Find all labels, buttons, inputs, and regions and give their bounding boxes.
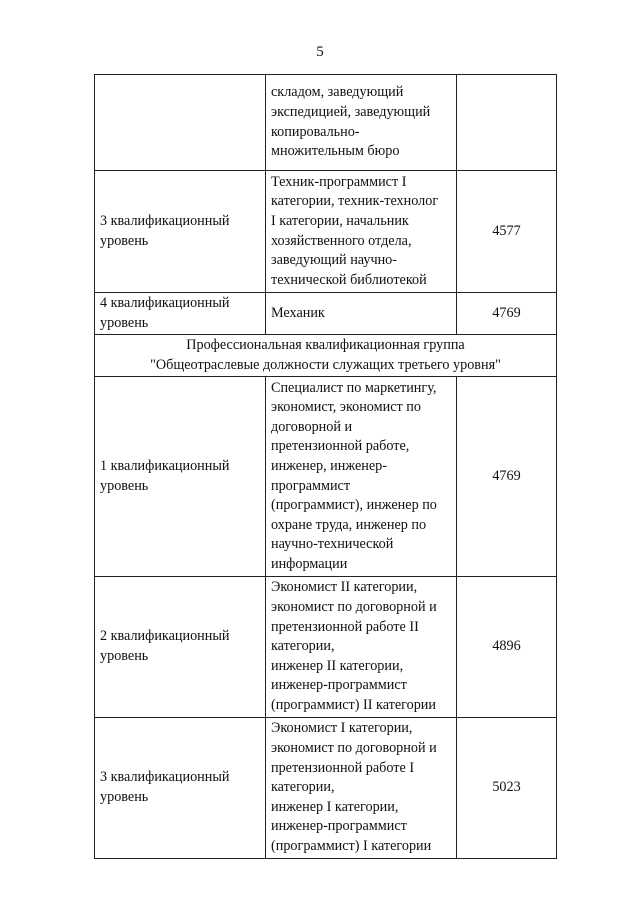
salary-cell: 4769 [457, 377, 557, 577]
qualification-level-text: уровень [100, 789, 149, 805]
positions-text: категории, [271, 779, 335, 796]
table-row [95, 577, 557, 718]
qualification-level-cell [95, 718, 266, 859]
positions-cell [266, 377, 457, 577]
positions-text: (программист) II категории [271, 696, 436, 713]
positions-text: (программист), инженер по [271, 497, 437, 514]
positions-text: инженер-программист [271, 677, 407, 694]
positions-text: складом, заведующий [271, 84, 404, 101]
positions-text: I категории, начальник [271, 212, 409, 229]
positions-text: Специалист по маркетингу, [271, 379, 437, 396]
qualification-level-text: уровень [100, 232, 149, 249]
positions-cell [266, 718, 457, 859]
positions-cell [266, 293, 457, 335]
group-header-text: Профессиональная квалификационная группа [186, 336, 465, 353]
positions-text: охране труда, инженер по [271, 516, 427, 533]
table-row [95, 293, 557, 335]
qualification-level-text: уровень [100, 314, 149, 331]
salary-cell: 4577 [457, 171, 557, 293]
positions-cell [266, 171, 457, 293]
positions-text: инженер I категории, [271, 798, 399, 815]
positions-cell [266, 577, 457, 718]
salary-cell: 4896 [457, 577, 557, 718]
qualification-level-text: 3 квалификационный [100, 769, 230, 786]
table-row [95, 75, 557, 171]
positions-text: копировально- [271, 123, 360, 140]
page-number: 5 [316, 44, 324, 60]
positions-text: множительным бюро [271, 143, 400, 160]
positions-text: экономист, экономист по [271, 399, 421, 416]
positions-cell [266, 75, 457, 171]
positions-text: договорной и [271, 418, 353, 435]
positions-text: экономист по договорной и [271, 740, 437, 757]
positions-text: хозяйственного отдела, [271, 232, 412, 249]
table-row [95, 171, 557, 293]
positions-text: инженер, инженер- [271, 457, 387, 474]
positions-text: претензионной работе, [271, 438, 410, 455]
qualification-level-text: 2 квалификационный [100, 628, 230, 645]
positions-text: экспедицией, заведующий [271, 103, 431, 120]
salary-table [94, 74, 557, 859]
qualification-level-cell [95, 75, 266, 171]
table-row [95, 335, 557, 377]
positions-text: категории, техник-технолог [271, 193, 439, 210]
positions-text: претензионной работе I [271, 759, 415, 776]
positions-text: Экономист II категории, [271, 579, 418, 596]
qualification-level-text: уровень [100, 477, 149, 494]
positions-text: категории, [271, 638, 335, 655]
qualification-level-text: 4 квалификационный [100, 294, 230, 311]
positions-text: технической библиотекой [271, 271, 427, 288]
group-header-text: "Общеотраслевые должности служащих третьего уровня" [150, 356, 501, 373]
qualification-level-text: уровень [100, 648, 149, 664]
positions-text: инженер-программист [271, 818, 407, 835]
positions-text: (программист) I категории [271, 837, 432, 854]
salary-cell [457, 75, 557, 171]
positions-text: информации [271, 555, 348, 572]
positions-text: инженер II категории, [271, 657, 404, 674]
qualification-level-text: 3 квалификационный [100, 212, 230, 229]
qualification-level-cell [95, 377, 266, 577]
salary-cell: 5023 [457, 718, 557, 859]
positions-text: заведующий научно- [271, 252, 398, 269]
qualification-level-cell [95, 171, 266, 293]
qualification-level-cell [95, 577, 266, 718]
positions-text: научно-технической [271, 536, 394, 553]
salary-cell: 4769 [457, 293, 557, 335]
positions-text: экономист по договорной и [271, 599, 437, 616]
positions-text: Техник-программист I [271, 173, 407, 190]
professional-group-header [95, 335, 557, 377]
table-row [95, 377, 557, 577]
positions-text: Экономист I категории, [271, 720, 413, 737]
positions-text: претензионной работе II [271, 618, 419, 635]
positions-text: Механик [271, 304, 325, 321]
positions-text: программист [271, 477, 351, 494]
qualification-level-text: 1 квалификационный [100, 457, 230, 474]
table-row [95, 718, 557, 859]
qualification-level-cell [95, 293, 266, 335]
